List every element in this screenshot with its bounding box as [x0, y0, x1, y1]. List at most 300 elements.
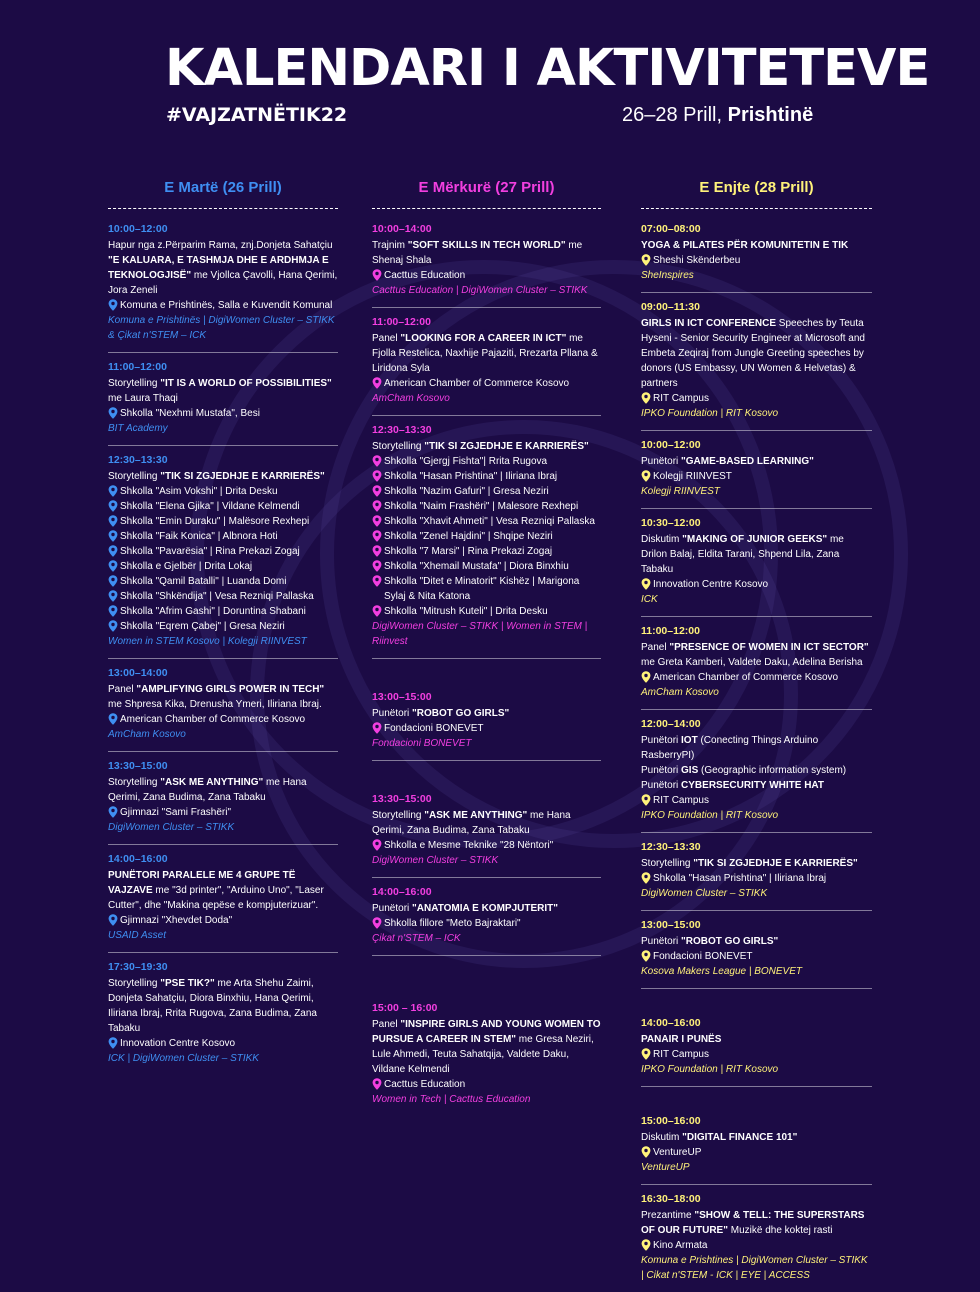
location-name: RIT Campus	[653, 393, 709, 404]
location-name: Shkolla "Xhemail Mustafa" | Diora Binxhiu	[384, 561, 569, 572]
location-name: Cacttus Education	[384, 270, 466, 281]
event-description	[641, 733, 872, 763]
location-name: Shkolla "Xhavit Ahmeti" | Vesa Rezniqi Pallaska	[384, 516, 595, 527]
event-item	[372, 761, 601, 878]
location-pin-icon	[641, 254, 651, 266]
event-time: 12:30–13:30	[372, 424, 432, 436]
event-organizer: AmCham Kosovo	[372, 393, 450, 404]
location-pin-icon	[641, 950, 651, 962]
event-title: "MAKING OF JUNIOR GEEKS"	[682, 534, 828, 545]
location-name: RIT Campus	[653, 795, 709, 806]
location-name: Shkolla "Eqrem Çabej" | Gresa Neziri	[120, 621, 285, 632]
event-title: "ASK ME ANYTHING"	[160, 777, 264, 788]
event-details: me "3d printer", "Arduino Uno", "Laser Cutter", dhe "Makina qepëse e kompjuterizuar".	[108, 885, 324, 911]
event-title: YOGA & PILATES PËR KOMUNITETIN E TIK	[641, 240, 849, 251]
day-heading: E Mërkurë (27 Prill)	[372, 178, 601, 209]
location-pin-icon	[372, 500, 382, 512]
event-organizer: DigiWomen Cluster – STIKK | Women in STEM | Riinvest	[372, 621, 588, 647]
event-details: Speeches by Teuta Hyseni - Senior Security Engineer at Microsoft and Embeta Zeqiraj from Jungle Greeting speeches by donors (US Embassy, UN Women & Helvetas) & partners	[641, 318, 865, 389]
location-name: Shkolla "Emin Duraku" | Malësore Rexhepi	[120, 516, 310, 527]
location-name: VentureUP	[653, 1147, 702, 1158]
location-name: RIT Campus	[653, 1049, 709, 1060]
event-type: Panel	[372, 333, 401, 344]
event-details: me Hana Qerimi, Zana Budima, Zana Tabaku	[108, 777, 307, 803]
event-location	[108, 589, 338, 604]
event-title: IOT	[681, 735, 698, 746]
location-pin-icon	[372, 560, 382, 572]
event-title: "AMPLIFYING GIRLS POWER IN TECH"	[136, 684, 325, 695]
event-location	[108, 298, 338, 313]
location-name: Shkolla e Gjelbër | Drita Lokaj	[120, 561, 253, 572]
location-name: American Chamber of Commerce Kosovo	[120, 714, 306, 725]
event-time: 14:00–16:00	[641, 1017, 701, 1029]
location-name: Shkolla "Pavarësia" | Rina Prekazi Zogaj	[120, 546, 300, 557]
location-pin-icon	[372, 470, 382, 482]
event-list	[372, 215, 601, 1116]
event-title: "LOOKING FOR A CAREER IN ICT"	[400, 333, 567, 344]
event-details: me Hana Qerimi, Zana Budima, Zana Tabaku	[372, 810, 571, 836]
event-title: "GAME-BASED LEARNING"	[681, 456, 814, 467]
event-location	[108, 619, 338, 634]
event-time: 11:00–12:00	[108, 361, 167, 373]
event-item	[641, 833, 872, 911]
event-time: 15:00–16:00	[641, 1115, 701, 1127]
location-name: Shkolla e Mesme Teknike "28 Nëntori"	[384, 840, 554, 851]
event-organizer: Fondacioni BONEVET	[372, 738, 472, 749]
location-name: Shkolla "Qamil Batalli" | Luanda Domi	[120, 576, 287, 587]
event-type: Panel	[108, 684, 137, 695]
day-column-wednesday	[372, 178, 601, 1116]
location-pin-icon	[641, 392, 651, 404]
event-title: "PRESENCE OF WOMEN IN ICT SECTOR"	[669, 642, 869, 653]
location-pin-icon	[372, 515, 382, 527]
event-time: 10:00–12:00	[641, 439, 701, 451]
event-time: 12:30–13:30	[641, 841, 701, 853]
event-description	[641, 532, 872, 577]
event-time: 10:00–12:00	[108, 223, 168, 235]
event-item	[641, 431, 872, 509]
location-pin-icon	[372, 839, 382, 851]
event-type: Punëtori	[641, 765, 682, 776]
event-description	[641, 454, 872, 469]
event-item	[108, 659, 338, 752]
event-description	[108, 253, 338, 298]
event-type: Punëtori	[372, 708, 413, 719]
event-item	[641, 710, 872, 833]
event-location	[372, 514, 601, 529]
location-name: Kolegji RIINVEST	[653, 471, 732, 482]
location-pin-icon	[372, 722, 382, 734]
event-details: me Fjolla Restelica, Naxhije Pajaziti, Rrezarta Pllana & Liridona Syla	[372, 333, 598, 374]
event-list	[108, 215, 338, 1075]
location-pin-icon	[641, 1048, 651, 1060]
location-pin-icon	[108, 605, 118, 617]
location-pin-icon	[108, 515, 118, 527]
event-time: 12:00–14:00	[641, 718, 701, 730]
location-pin-icon	[108, 560, 118, 572]
event-item	[641, 989, 872, 1087]
event-title: "SOFT SKILLS IN TECH WORLD"	[407, 240, 566, 251]
location-name: Shkolla "Nexhmi Mustafa", Besi	[120, 408, 260, 419]
event-details: me Gresa Neziri, Lule Ahmedi, Teuta Sahatqija, Valdete Daku, Vildane Kelmendi	[372, 1034, 594, 1075]
location-pin-icon	[641, 794, 651, 806]
event-time: 11:00–12:00	[372, 316, 431, 328]
location-name: Gjimnazi "Sami Frashëri"	[120, 807, 232, 818]
location-name: Shkolla "Gjergj Fishta"| Rrita Rugova	[384, 456, 548, 467]
event-type: Diskutim	[641, 1132, 683, 1143]
event-location	[641, 793, 872, 808]
location-pin-icon	[108, 620, 118, 632]
location-name: Shkolla "Hasan Prishtina" | Iliriana Ibraj	[653, 873, 827, 884]
event-time: 10:00–14:00	[372, 223, 432, 235]
event-time: 09:00–11:30	[641, 301, 700, 313]
event-time: 14:00–16:00	[108, 853, 168, 865]
location-pin-icon	[108, 806, 118, 818]
event-location	[372, 721, 601, 736]
event-location	[108, 484, 338, 499]
event-location	[372, 544, 601, 559]
day-column-tuesday	[108, 178, 338, 1075]
event-description	[108, 469, 338, 484]
event-item	[641, 509, 872, 617]
location-name: Shkolla "Faik Konica" | Albnora Hoti	[120, 531, 278, 542]
event-location	[372, 499, 601, 514]
location-pin-icon	[372, 605, 382, 617]
location-name: Shkolla fillore "Meto Bajraktari"	[384, 918, 521, 929]
location-name: Shkolla "Asim Vokshi" | Drita Desku	[120, 486, 278, 497]
event-title: "INSPIRE GIRLS AND YOUNG WOMEN TO PURSUE A CAREER IN STEM"	[372, 1019, 601, 1045]
event-time: 13:30–15:00	[108, 760, 168, 772]
event-location	[108, 544, 338, 559]
event-time: 07:00–08:00	[641, 223, 701, 235]
event-time: 16:30–18:00	[641, 1193, 701, 1205]
location-name: Shkolla "Ditet e Minatorit" Kishëz | Marigona Sylaj & Nita Katona	[384, 576, 580, 602]
event-list	[641, 215, 872, 1292]
event-location	[372, 454, 601, 469]
event-details: me Greta Kamberi, Valdete Daku, Adelina Berisha	[641, 657, 863, 668]
event-organizer: Kolegji RIINVEST	[641, 486, 720, 497]
event-description	[372, 1017, 601, 1077]
event-item	[108, 845, 338, 953]
event-organizer: IPKO Foundation | RIT Kosovo	[641, 1064, 779, 1075]
event-type: Punëtori	[641, 735, 682, 746]
event-title: "TIK SI ZGJEDHJE E KARRIERËS"	[693, 858, 858, 869]
event-type: Storytelling	[108, 777, 161, 788]
event-type: Storytelling	[108, 471, 161, 482]
event-type: Punëtori	[641, 780, 682, 791]
event-location	[372, 559, 601, 574]
event-location	[108, 805, 338, 820]
event-description	[641, 763, 872, 778]
event-organizer: ICK | DigiWomen Cluster – STIKK	[108, 1053, 259, 1064]
event-description	[372, 901, 601, 916]
event-description	[372, 331, 601, 376]
location-name: Shkolla "Nazim Gafuri" | Gresa Neziri	[384, 486, 549, 497]
event-city: Prishtinë	[727, 104, 814, 126]
event-item	[372, 956, 601, 1116]
event-description	[641, 856, 872, 871]
event-item	[372, 215, 601, 308]
location-name: Fondacioni BONEVET	[653, 951, 753, 962]
event-organizer: USAID Asset	[108, 930, 166, 941]
event-location	[108, 529, 338, 544]
location-name: Komuna e Prishtinës, Salla e Kuvendit Komunal	[120, 300, 333, 311]
event-item	[372, 416, 601, 659]
event-type: Storytelling	[108, 978, 161, 989]
event-location	[372, 529, 601, 544]
location-name: Innovation Centre Kosovo	[653, 579, 769, 590]
event-title: "ROBOT GO GIRLS"	[412, 708, 510, 719]
location-pin-icon	[108, 407, 118, 419]
location-name: Innovation Centre Kosovo	[120, 1038, 236, 1049]
event-title: "ROBOT GO GIRLS"	[681, 936, 779, 947]
event-organizer: IPKO Foundation | RIT Kosovo	[641, 408, 779, 419]
event-title: "SHOW & TELL: THE SUPERSTARS OF OUR FUTURE"	[641, 1210, 865, 1236]
event-item	[641, 293, 872, 431]
event-location	[108, 1036, 338, 1051]
day-heading: E Enjte (28 Prill)	[641, 178, 872, 209]
event-description	[641, 934, 872, 949]
event-organizer: Women in STEM Kosovo | Kolegji RIINVEST	[108, 636, 307, 647]
location-pin-icon	[641, 671, 651, 683]
event-description	[372, 706, 601, 721]
event-location	[372, 484, 601, 499]
event-location	[372, 1077, 601, 1092]
event-title: "E KALUARA, E TASHMJA DHE E ARDHMJA E TEKNOLOGJISË"	[108, 255, 329, 281]
location-pin-icon	[108, 575, 118, 587]
location-pin-icon	[108, 713, 118, 725]
event-details: me Laura Thaqi	[108, 393, 178, 404]
event-organizer: Komuna e Prishtines | DigiWomen Cluster – STIKK | Cikat n'STEM - ICK | EYE | ACCESS	[641, 1255, 868, 1281]
event-location	[641, 949, 872, 964]
event-location	[108, 712, 338, 727]
event-description	[641, 238, 872, 253]
location-name: American Chamber of Commerce Kosovo	[384, 378, 570, 389]
event-item	[641, 215, 872, 293]
event-location	[108, 406, 338, 421]
event-description	[641, 1130, 872, 1145]
location-pin-icon	[372, 269, 382, 281]
event-organizer: AmCham Kosovo	[108, 729, 186, 740]
event-details: Muzikë dhe koktej rasti	[727, 1225, 833, 1236]
event-title: PANAIR I PUNËS	[641, 1034, 722, 1045]
event-organizer: Komuna e Prishtinës | DigiWomen Cluster – STIKK & Çikat n'STEM – ICK	[108, 315, 335, 341]
event-details: me Vjollca Çavolli, Hana Qerimi, Jora Zeneli	[108, 270, 338, 296]
event-organizer: Cacttus Education | DigiWomen Cluster – STIKK	[372, 285, 588, 296]
location-name: Shkolla "Mitrush Kuteli" | Drita Desku	[384, 606, 548, 617]
event-title: "TIK SI ZGJEDHJE E KARRIERËS"	[424, 441, 589, 452]
event-description	[641, 778, 872, 793]
event-item	[108, 215, 338, 353]
location-pin-icon	[372, 530, 382, 542]
location-pin-icon	[108, 590, 118, 602]
event-description	[641, 316, 872, 391]
event-description	[108, 775, 338, 805]
event-details: (Geographic information system)	[698, 765, 847, 776]
event-location	[372, 916, 601, 931]
event-location	[641, 670, 872, 685]
location-pin-icon	[372, 485, 382, 497]
event-organizer: VentureUP	[641, 1162, 690, 1173]
event-title: "IT IS A WORLD OF POSSIBILITIES"	[160, 378, 332, 389]
event-title: "ANATOMIA E KOMPJUTERIT"	[412, 903, 558, 914]
event-organizer: ICK	[641, 594, 658, 605]
event-dates: 26–28 Prill,	[622, 104, 728, 126]
event-organizer: DigiWomen Cluster – STIKK	[372, 855, 499, 866]
event-description	[641, 1032, 872, 1047]
day-column-thursday	[641, 178, 872, 1292]
location-name: American Chamber of Commerce Kosovo	[653, 672, 839, 683]
event-location	[372, 469, 601, 484]
event-organizer: Women in Tech | Cacttus Education	[372, 1094, 531, 1105]
event-location	[108, 559, 338, 574]
event-type: Punëtori	[641, 456, 682, 467]
event-location	[641, 577, 872, 592]
location-pin-icon	[108, 914, 118, 926]
event-organizer: DigiWomen Cluster – STIKK	[641, 888, 768, 899]
event-details: me Shpresa Kika, Drenusha Ymeri, Iliriana Ibraj.	[108, 699, 322, 710]
event-type: Storytelling	[372, 441, 425, 452]
event-time: 12:30–13:30	[108, 454, 168, 466]
event-details: me Drilon Balaj, Eldita Tarani, Shpend Lila, Zana Tabaku	[641, 534, 844, 575]
event-details: Hapur nga z.Përparim Rama, znj.Donjeta Sahatçiu	[108, 240, 333, 251]
event-time: 14:00–16:00	[372, 886, 432, 898]
event-time: 10:30–12:00	[641, 517, 701, 529]
event-type: Punëtori	[641, 936, 682, 947]
event-time: 13:00–15:00	[641, 919, 701, 931]
location-name: Kino Armata	[653, 1240, 708, 1251]
location-name: Cacttus Education	[384, 1079, 466, 1090]
event-title: GIRLS IN ICT CONFERENCE	[641, 318, 777, 329]
event-description	[108, 376, 338, 406]
event-organizer: IPKO Foundation | RIT Kosovo	[641, 810, 779, 821]
event-location	[108, 604, 338, 619]
location-pin-icon	[372, 1078, 382, 1090]
event-description	[108, 682, 338, 712]
location-name: Shkolla "Shkëndija" | Vesa Rezniqi Pallaska	[120, 591, 314, 602]
day-heading: E Martë (26 Prill)	[108, 178, 338, 209]
event-type: Panel	[372, 1019, 401, 1030]
page-title: KALENDARI I AKTIVITETEVE	[165, 39, 930, 98]
event-type: Storytelling	[372, 810, 425, 821]
location-pin-icon	[108, 500, 118, 512]
event-item	[641, 911, 872, 989]
event-title: "PSE TIK?"	[160, 978, 215, 989]
event-title: "TIK SI ZGJEDHJE E KARRIERËS"	[160, 471, 325, 482]
location-pin-icon	[641, 872, 651, 884]
location-pin-icon	[372, 545, 382, 557]
event-type: Panel	[641, 642, 670, 653]
event-description	[372, 808, 601, 838]
event-type: Diskutim	[641, 534, 683, 545]
location-pin-icon	[641, 470, 651, 482]
location-pin-icon	[641, 1239, 651, 1251]
event-location	[641, 391, 872, 406]
event-description	[108, 868, 338, 913]
event-description	[108, 238, 338, 253]
event-item	[108, 446, 338, 659]
event-title: PUNËTORI PARALELE ME 4 GRUPE TË VAJZAVE	[108, 870, 296, 896]
location-name: Shkolla "Hasan Prishtina" | Iliriana Ibraj	[384, 471, 558, 482]
event-location	[108, 913, 338, 928]
event-item	[108, 953, 338, 1075]
location-name: Shkolla "Afrim Gashi" | Doruntina Shabani	[120, 606, 306, 617]
event-title: "DIGITAL FINANCE 101"	[682, 1132, 798, 1143]
event-title: "ASK ME ANYTHING"	[424, 810, 528, 821]
location-name: Shkolla "Elena Gjika" | Vildane Kelmendi	[120, 501, 300, 512]
event-location	[108, 574, 338, 589]
location-name: Shkolla "7 Marsi" | Rina Prekazi Zogaj	[384, 546, 553, 557]
event-location	[108, 499, 338, 514]
event-location	[372, 574, 601, 604]
event-location	[372, 604, 601, 619]
event-location	[108, 514, 338, 529]
event-item	[108, 752, 338, 845]
event-item	[641, 617, 872, 710]
event-organizer: AmCham Kosovo	[641, 687, 719, 698]
location-pin-icon	[372, 575, 382, 587]
event-item	[641, 1087, 872, 1185]
event-item	[372, 308, 601, 416]
event-organizer: SheInspires	[641, 270, 694, 281]
event-organizer: DigiWomen Cluster – STIKK	[108, 822, 235, 833]
location-pin-icon	[641, 578, 651, 590]
location-pin-icon	[108, 299, 118, 311]
event-details: me Arta Shehu Zaimi, Donjeta Sahatçiu, Diora Binxhiu, Hana Qerimi, Iliriana Ibraj, Rrita Rugova, Zana Budima, Zana Tabaku	[108, 978, 317, 1034]
event-description	[372, 439, 601, 454]
hashtag: #VAJZATNËTIK22	[166, 104, 348, 126]
location-pin-icon	[641, 1146, 651, 1158]
location-name: Shkolla "Zenel Hajdini" | Shqipe Neziri	[384, 531, 553, 542]
event-type: Trajnim	[372, 240, 408, 251]
event-location	[641, 1145, 872, 1160]
event-organizer: Kosova Makers League | BONEVET	[641, 966, 803, 977]
location-pin-icon	[108, 545, 118, 557]
event-location	[641, 1238, 872, 1253]
event-item	[372, 878, 601, 956]
event-type: Punëtori	[372, 903, 413, 914]
event-organizer: BIT Academy	[108, 423, 168, 434]
event-location	[641, 1047, 872, 1062]
event-details: (Conecting Things Arduino RasberryPI)	[641, 735, 819, 761]
location-name: Sheshi Skënderbeu	[653, 255, 741, 266]
event-location	[641, 469, 872, 484]
event-item	[108, 353, 338, 446]
event-item	[641, 1185, 872, 1292]
event-item	[372, 659, 601, 761]
event-type: Prezantime	[641, 1210, 695, 1221]
event-organizer: Çikat n'STEM – ICK	[372, 933, 461, 944]
event-time: 17:30–19:30	[108, 961, 168, 973]
event-time: 11:00–12:00	[641, 625, 700, 637]
event-location	[372, 376, 601, 391]
location-pin-icon	[108, 530, 118, 542]
location-name: Gjimnazi "Xhevdet Doda"	[120, 915, 233, 926]
event-description	[641, 640, 872, 670]
event-description	[372, 238, 601, 268]
event-title: CYBERSECURITY WHITE HAT	[681, 780, 824, 791]
location-pin-icon	[108, 1037, 118, 1049]
event-time: 13:00–14:00	[108, 667, 168, 679]
location-pin-icon	[108, 485, 118, 497]
event-location	[372, 268, 601, 283]
event-type: Storytelling	[108, 378, 161, 389]
dates-location	[622, 104, 813, 127]
event-description	[641, 1208, 872, 1238]
event-title: GIS	[681, 765, 699, 776]
event-location	[372, 838, 601, 853]
event-details: me Shenaj Shala	[372, 240, 583, 266]
